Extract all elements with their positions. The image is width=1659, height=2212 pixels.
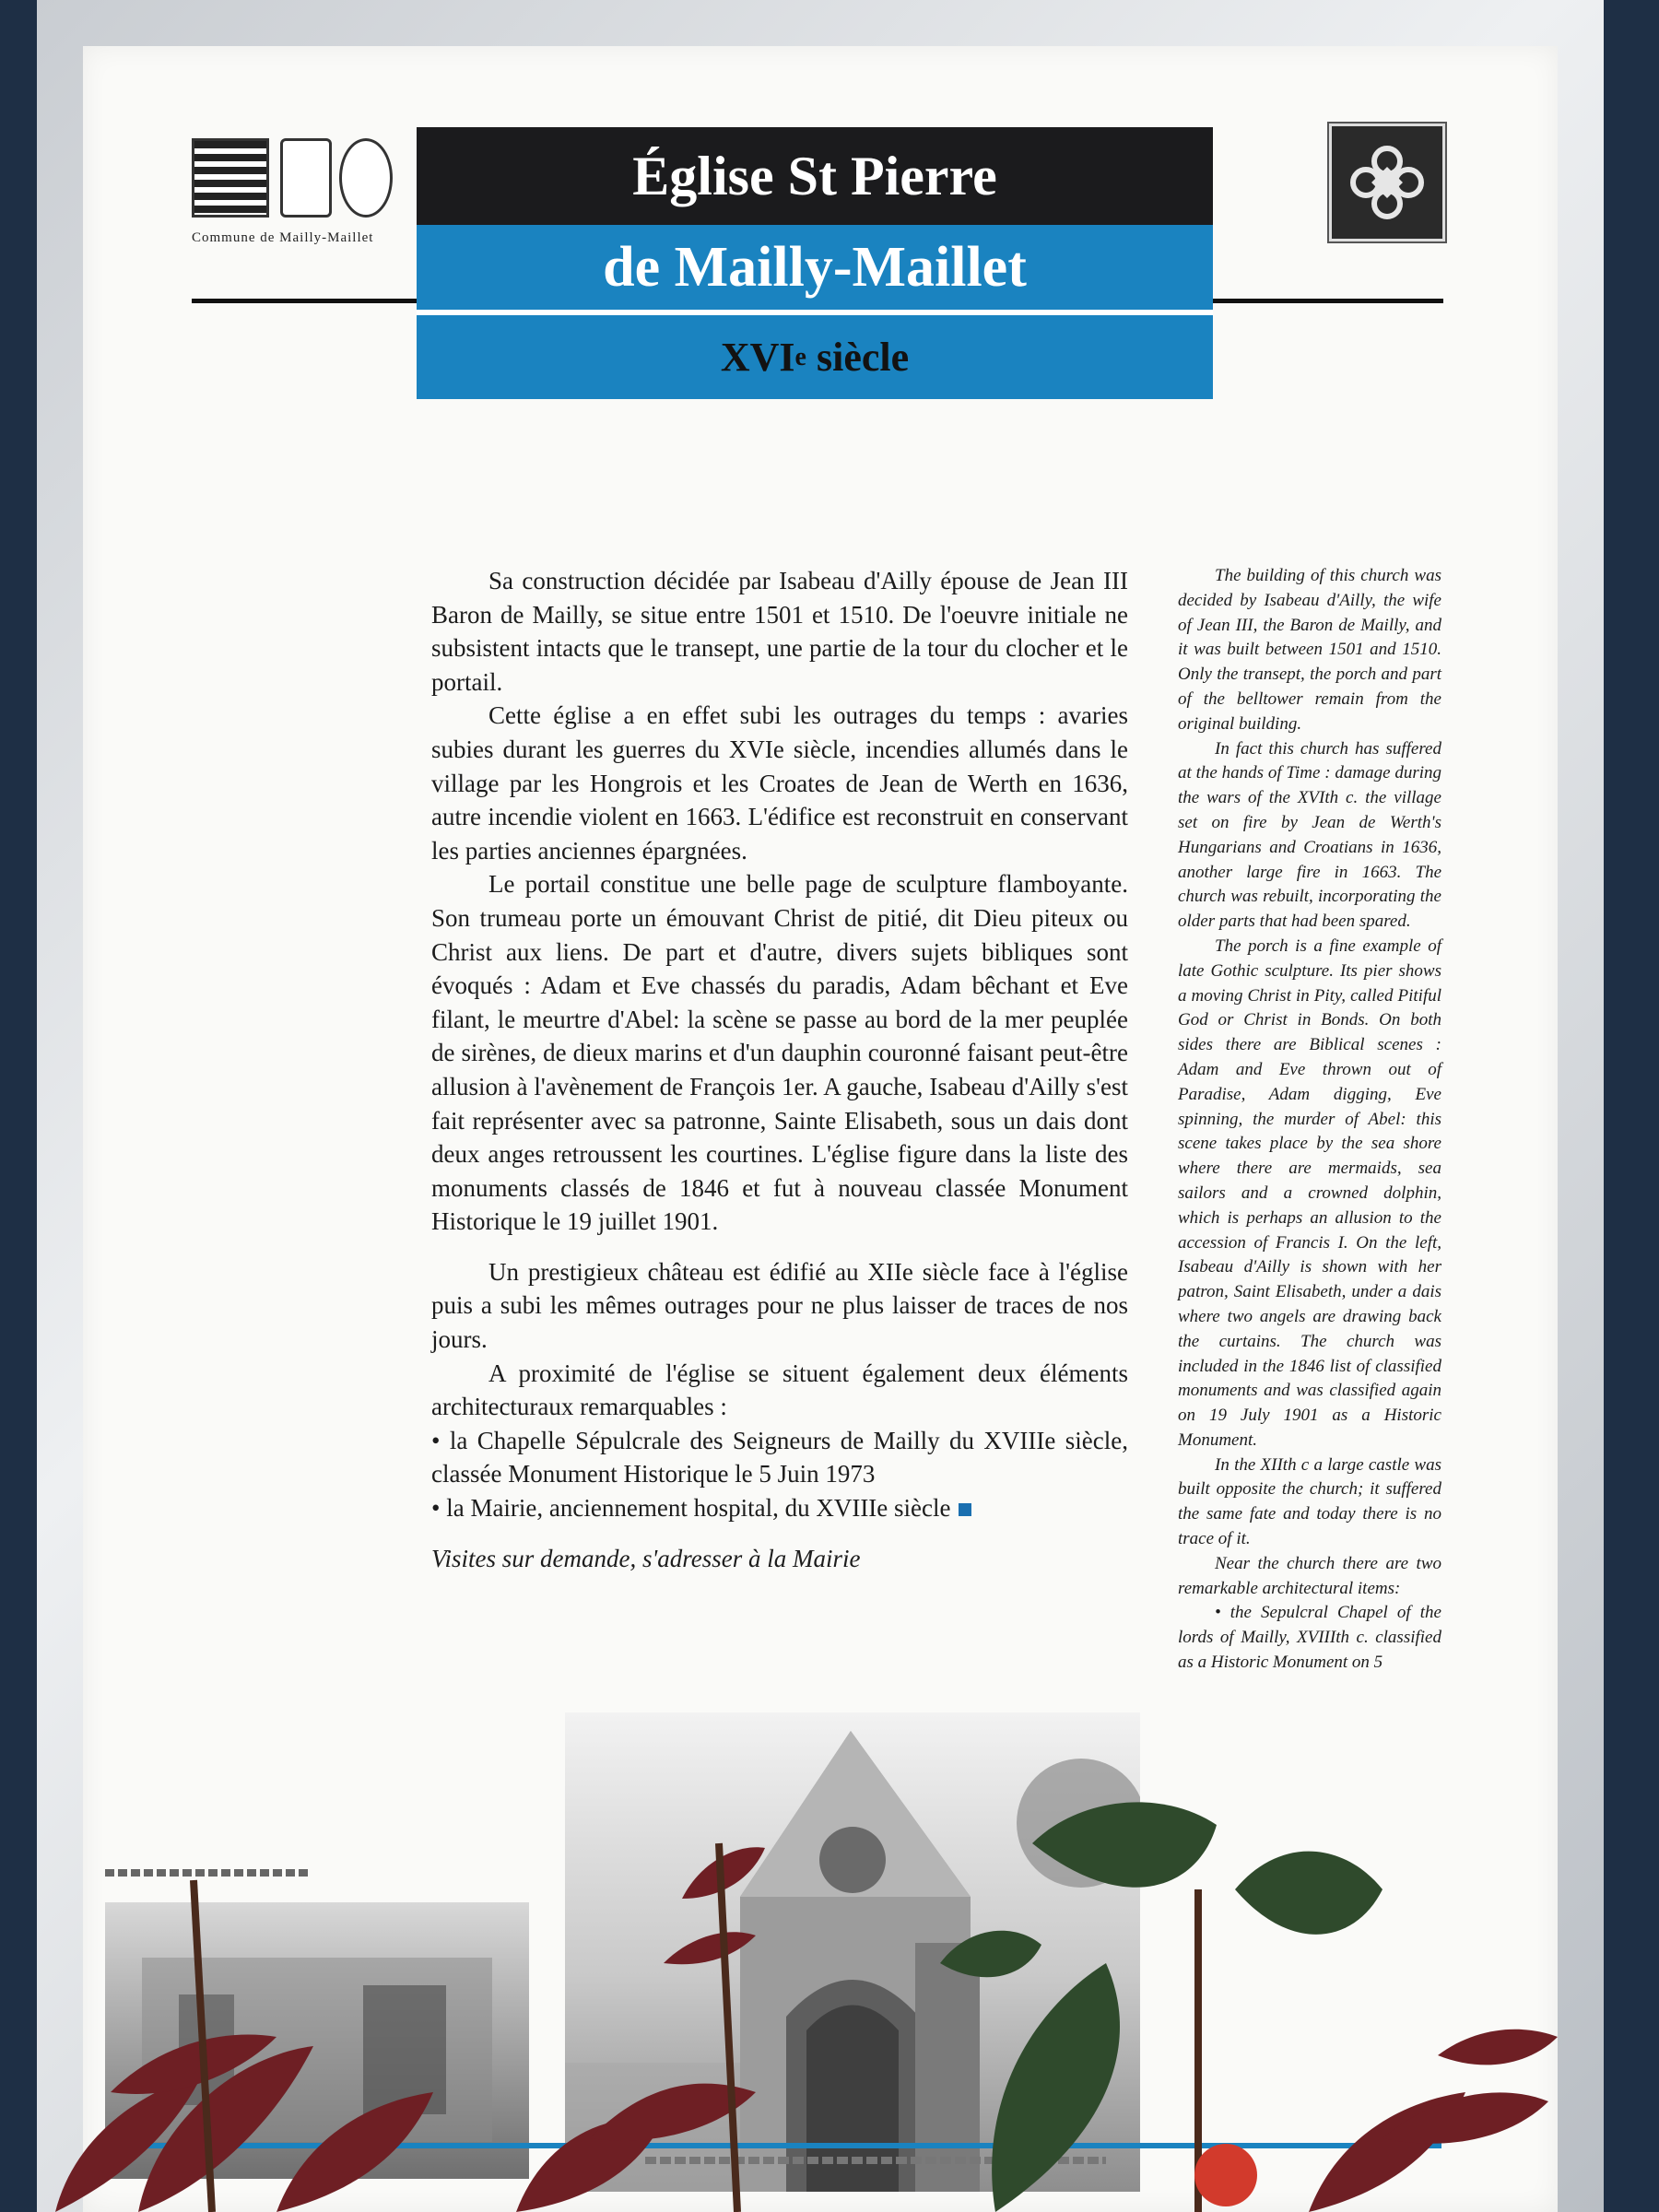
fr-bullet-list <box>431 1424 1128 1525</box>
english-description <box>1178 564 1441 1676</box>
fr-bullet-item <box>431 1491 1128 1525</box>
fr-paragraph: Cette église a en effet subi les outrages du temps : avaries subies durant les guerres du XVIe siècle, incendies allumés dans le village par les Hongrois et les Croates de Jean de Werth en 1636, autre incendie violent en 1663. L'édifice est reconstruit en conservant les parties anciennes épargnées. <box>431 701 1128 865</box>
century-word: siècle <box>816 335 910 380</box>
fr-paragraph: A proximité de l'église se situent également deux éléments architecturaux remarquables : <box>431 1359 1128 1421</box>
logo-group <box>192 138 404 249</box>
title-century <box>417 315 1213 399</box>
quatrefoil-emblem-icon <box>1329 124 1445 241</box>
foreground-plants <box>0 1659 1659 2212</box>
century-suffix: e <box>794 342 806 371</box>
department-logo-icon <box>280 138 332 218</box>
fr-paragraph: Le portail constitue une belle page de sculpture flamboyante. Son trumeau porte un émouvant Christ de pitié, dit Dieu piteux ou Christ aux liens. De part et d'autre, divers sujets bibliques sont évoqués : Adam et Eve chassés du paradis, Adam bêchant et Eve filant, le meurtre d'Abel: la scène se passe au bord de la mer peuplée de sirènes, de dieux marins et d'un dauphin couronné faisant peut-être allusion à l'avènement de François 1er. A gauche, Isabeau d'Ailly s'est fait représenter avec sa patronne, Sainte Elisabeth, sous un dais dont deux anges retroussent les courtines. L'église figure dans la liste des monuments classés de 1846 et fut à nouveau classée Monument Historique le 19 juillet 1901. <box>431 870 1128 1236</box>
commune-logo-icon <box>339 138 393 218</box>
fr-bullet-text: • la Mairie, anciennement hospital, du XVIIIe siècle <box>431 1494 951 1523</box>
century-numeral: XVI <box>720 335 795 380</box>
fr-paragraph: Sa construction décidée par Isabeau d'Ailly épouse de Jean III Baron de Mailly, se situe entre 1501 et 1510. De l'oeuvre initiale ne subsistent intacts que le transept, une partie de la tour du clocher et le portail. <box>431 567 1128 696</box>
title-rule-left <box>192 299 417 303</box>
blue-square-icon <box>959 1503 971 1516</box>
region-logo-icon <box>192 138 269 218</box>
fr-paragraph: Un prestigieux château est édifié au XIIe siècle face à l'église puis a subi les mêmes outrages pour ne plus laisser de traces de nos jours. <box>431 1257 1128 1354</box>
fr-visits-note: Visites sur demande, s'adresser à la Mairie <box>431 1544 861 1572</box>
en-paragraph: In fact this church has suffered at the hands of Time : damage during the wars of the XVIth c. the village set on fire by Jean de Werth's Hungarians and Croatians in 1636, another large fire in 1663. The church was rebuilt, incorporating the older parts that had been spared. <box>1178 738 1441 932</box>
title-rule-right <box>1213 299 1443 303</box>
en-paragraph: The porch is a fine example of late Gothic sculpture. Its pier shows a moving Christ in Pity, called Pitiful God or Christ in Bonds. On both sides there are Biblical scenes : Adam and Eve thrown out of Paradise, Adam digging, Eve spinning, the murder of Abel: this scene takes place by the sea shore where there are mermaids, sea sailors and a crowned dolphin, which is perhaps an allusion to the accession of Francis I. On the left, Isabeau d'Ailly is shown with her patron, Saint Elisabeth, under a dais where two angels are drawing back the curtains. The church was included in the 1846 list of classified monuments and was classified again on 19 July 1901 as a Historic Monument. <box>1178 935 1441 1450</box>
en-paragraph: The building of this church was decided by Isabeau d'Ailly, the wife of Jean III, the Baron de Mailly, and it was built between 1501 and 1510. Only the transept, the porch and part of the belltower remain from the original building. <box>1178 566 1441 734</box>
title-village-name: de Mailly-Maillet <box>417 225 1213 315</box>
en-paragraph: Near the church there are two remarkable architectural items: <box>1178 1553 1441 1598</box>
fr-bullet-item: • la Chapelle Sépulcrale des Seigneurs de Mailly du XVIIIe siècle, classée Monument Historique le 5 Juin 1973 <box>431 1426 1128 1488</box>
title-banner <box>417 127 1213 399</box>
french-description <box>431 564 1128 1575</box>
en-paragraph: • the Sepulcral Chapel of the lords of Mailly, XVIIIth c. classified as a Historic Monument on 5 <box>1178 1603 1441 1673</box>
logo-caption: Commune de Mailly-Maillet <box>192 230 374 245</box>
en-paragraph: In the XIIth c a large castle was built opposite the church; it suffered the same fate and today there is no trace of it. <box>1178 1454 1441 1549</box>
title-church-name: Église St Pierre <box>417 127 1213 225</box>
